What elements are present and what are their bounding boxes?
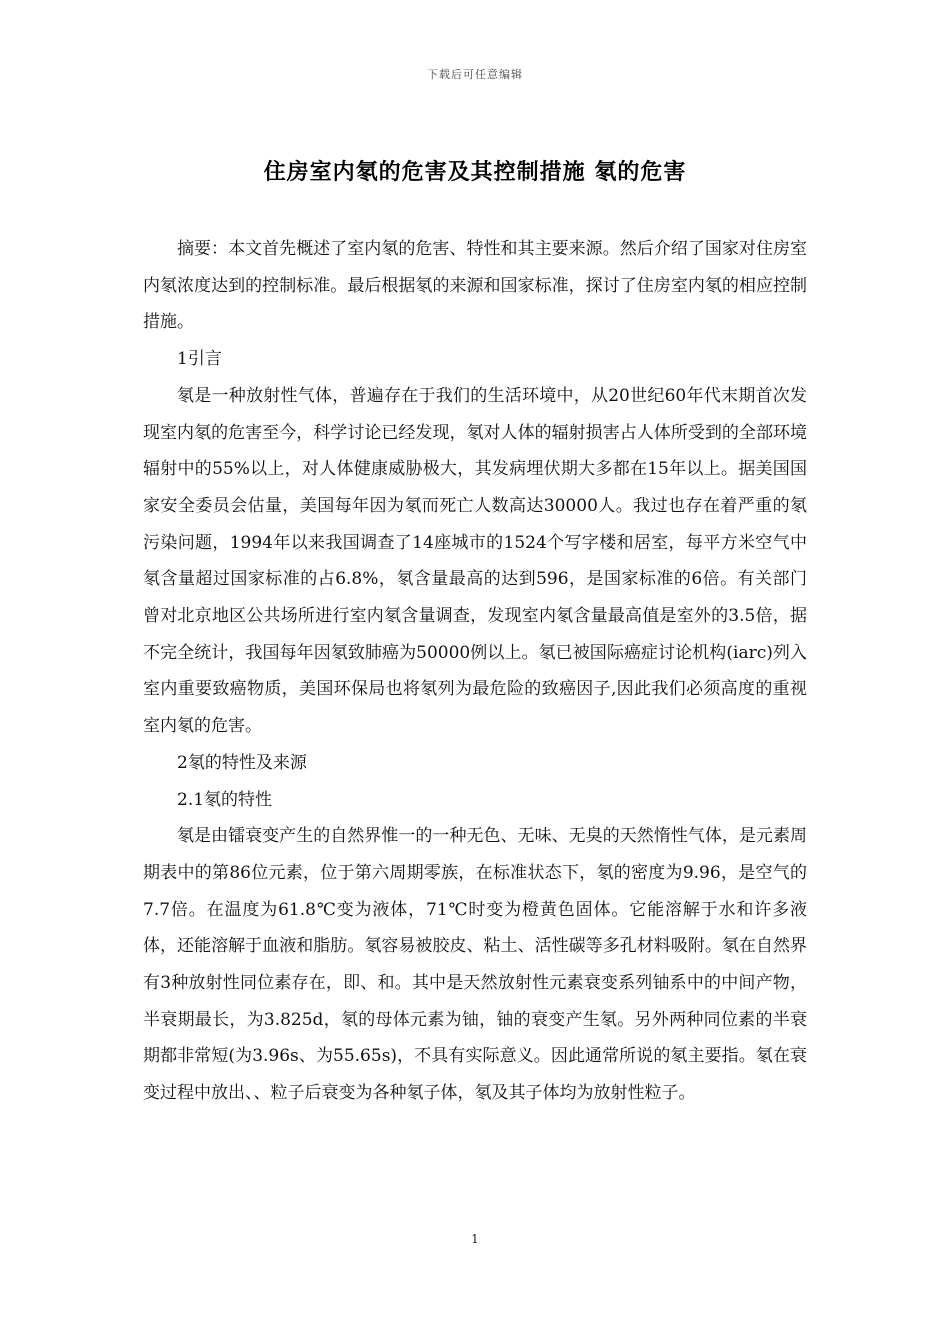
introduction-paragraph: 氡是一种放射性气体，普遍存在于我们的生活环境中，从20世纪60年代末期首次发现室内氡的危害至今，科学讨论已经发现，氡对人体的辐射损害占人体所受到的全部环境辐射中的55%以上，对人体健康威胁极大，其发病埋伏期大多都在15年以上。据美国国家安全委员会估量，美国每年因为氡而死亡人数高达30000人。我过也存在着严重的氡污染问题，1994年以来我国调查了14座城市的1524个写字楼和居室，每平方米空气中氡含量超过国家标准的占6.8%，氡含量最高的达到596，是国家标准的6倍。有关部门曾对北京地区公共场所进行室内氡含量调查，发现室内氡含量最高值是室外的3.5倍，据不完全统计，我国每年因氡致肺癌为50000例以上。氡已被国际癌症讨论机构(iarc)列入室内重要致癌物质，美国环保局也将氡列为最危险的致癌因子,因此我们必须高度的重视室内氡的危害。: [143, 385, 807, 737]
abstract-paragraph: 摘要：本文首先概述了室内氡的危害、特性和其主要来源。然后介绍了国家对住房室内氡浓度达到的控制标准。最后根据氡的来源和国家标准，探讨了住房室内氡的相应控制措施。: [143, 239, 807, 333]
subsection-heading-properties: 2.1氡的特性: [177, 789, 273, 810]
header-note: 下载后可任意编辑: [427, 68, 523, 81]
document-title: 住房室内氡的危害及其控制措施 氡的危害: [263, 160, 687, 185]
page-number: 1: [471, 1232, 479, 1246]
properties-paragraph: 氡是由镭衰变产生的自然界惟一的一种无色、无味、无臭的天然惰性气体，是元素周期表中的第86位元素，位于第六周期零族，在标准状态下，氡的密度为9.96，是空气的7.7倍。在温度为61.8℃变为液体，71℃时变为橙黄色固体。它能溶解于水和许多液体，还能溶解于血液和脂肪。氡容易被胶皮、粘土、活性碳等多孔材料吸附。氡在自然界有3种放射性同位素存在，即、和。其中是天然放射性元素衰变系列铀系中的中间产物，半衰期最长，为3.825d，氡的母体元素为铀，铀的衰变产生氡。另外两种同位素的半衰期都非常短(为3.96s、为55.65s)，不具有实际意义。因此通常所说的氡主要指。氡在衰变过程中放出、、粒子后衰变为各种氡子体，氡及其子体均为放射性粒子。: [143, 826, 807, 1104]
section-heading-introduction: 1引言: [177, 349, 222, 370]
section-heading-properties-and-sources: 2氡的特性及来源: [177, 752, 307, 773]
document-body: [143, 231, 807, 1112]
